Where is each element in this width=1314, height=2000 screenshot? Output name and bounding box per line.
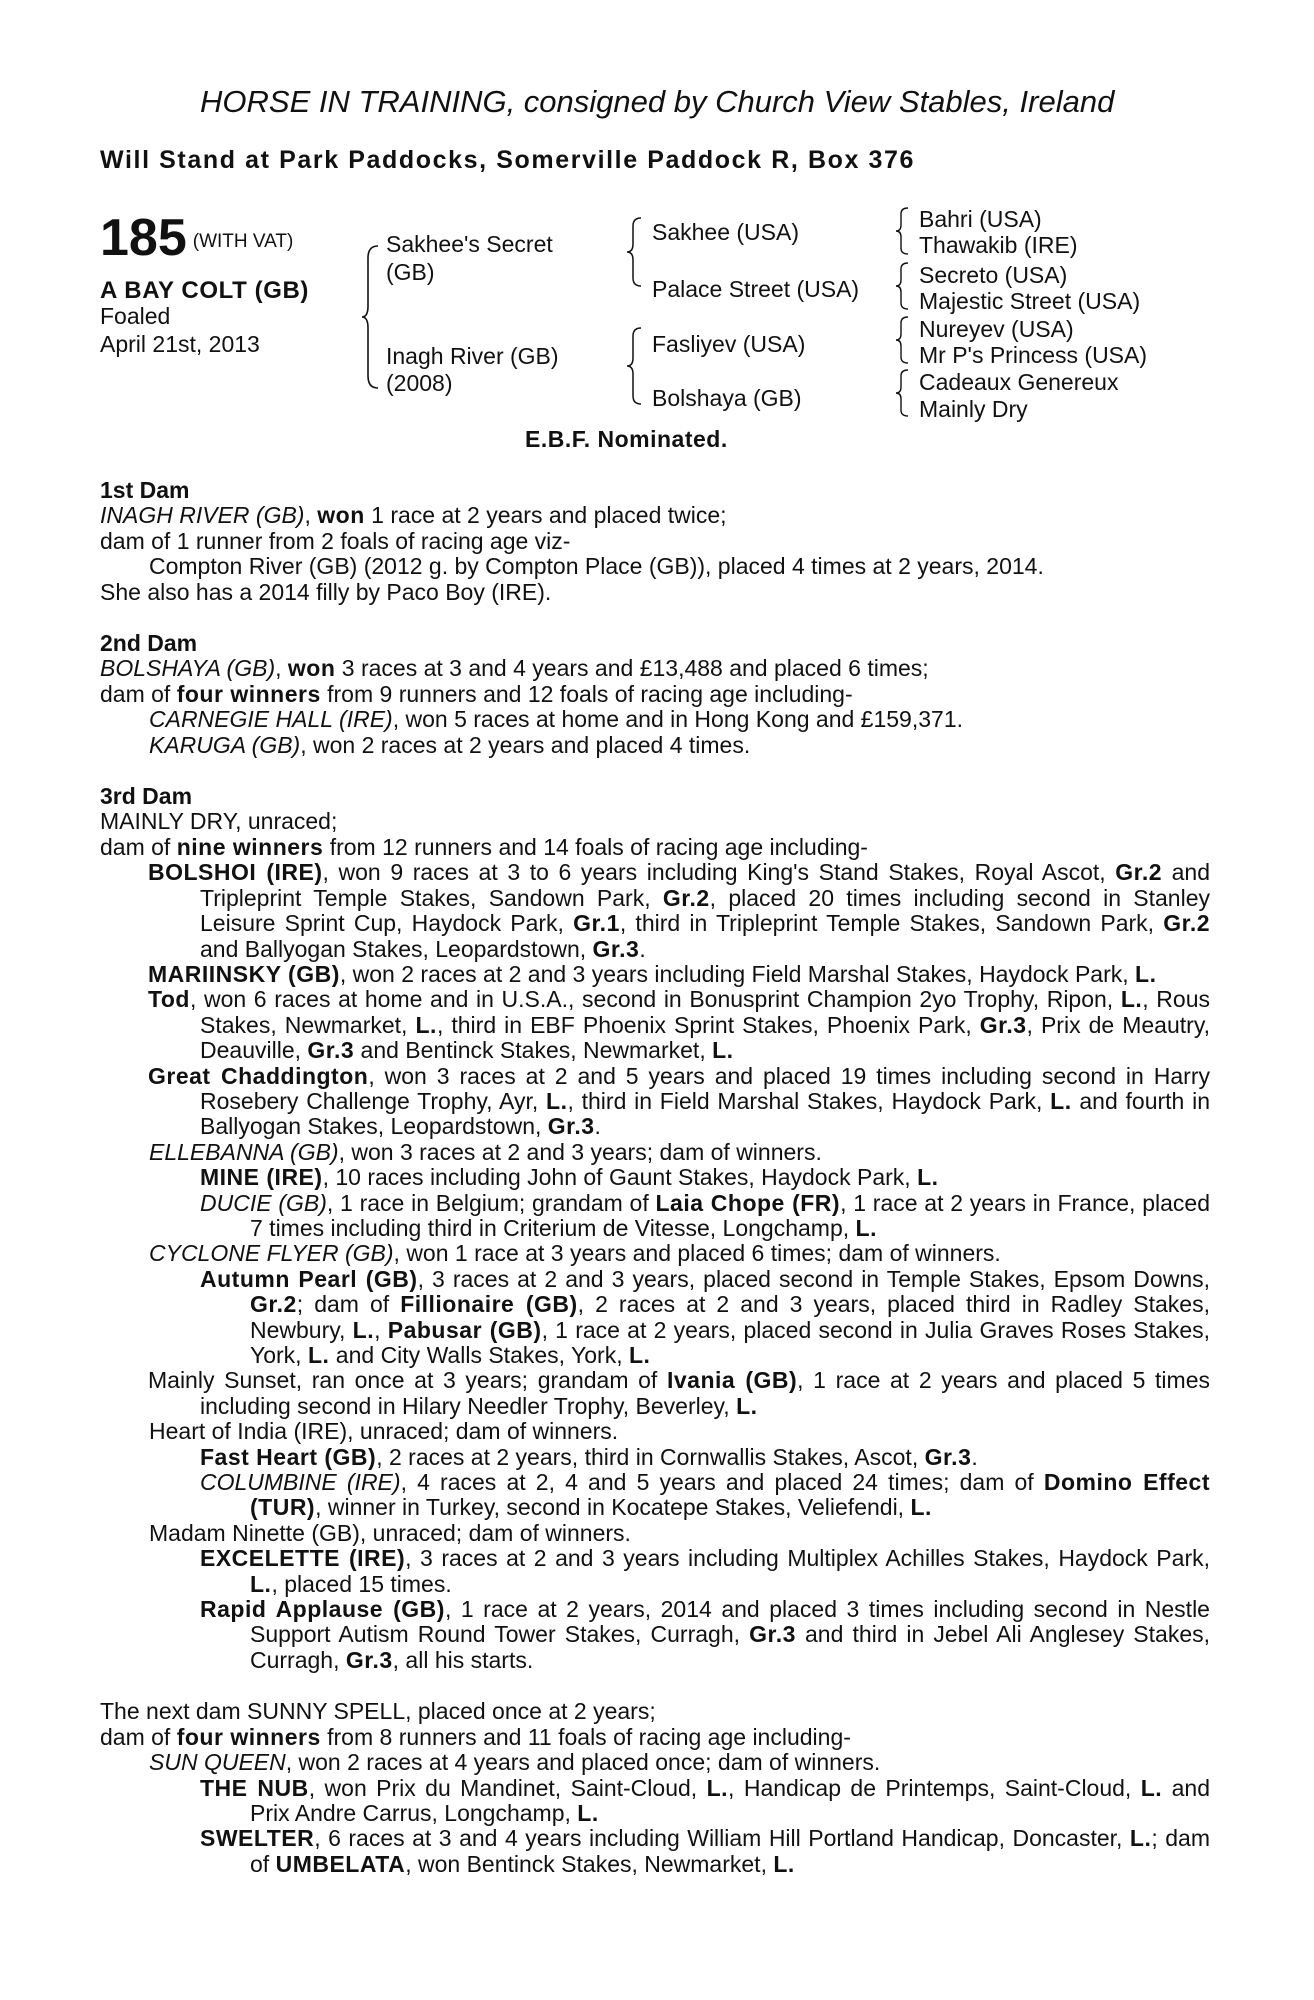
mainly-sunset-entry: Mainly Sunset, ran once at 3 years; grandam of Ivania (GB), 1 race at 2 years and placed 5 times including second in Hilary Needler Trophy, Beverley, L.: [148, 1367, 1210, 1419]
pedigree-brace-5: [894, 261, 914, 311]
sun-queen-entry: SUN QUEEN, won 2 races at 4 years and placed once; dam of winners.: [149, 1749, 881, 1776]
pedigree-g3-6: Mr P's Princess (USA): [919, 342, 1148, 368]
mariinsky-entry: MARIINSKY (GB), won 2 races at 2 and 3 years including Field Marshal Stakes, Haydock Park, L.: [148, 960, 1157, 987]
second-dam-winner-2: KARUGA (GB), won 2 races at 2 years and placed 4 times.: [149, 731, 751, 758]
dam-year: (2008): [386, 370, 453, 396]
ducie-entry: DUCIE (GB), 1 race in Belgium; grandam of Laia Chope (FR), 1 race at 2 years in France, placed 7 times including third in Criterium de Vitesse, Longchamp, L.: [200, 1189, 1210, 1241]
bolshoi-entry: BOLSHOI (IRE), won 9 races at 3 to 6 years including King's Stand Stakes, Royal Ascot, Gr.2 and Tripleprint Temple Stakes, Sandown Park, Gr.2, placed 20 times including second in Stanley Leisure Sprint Cup, Haydock Park, Gr.1, third in Tripleprint Temple Stakes, Sandown Park, Gr.2 and Ballyogan Stakes, Leopardstown, Gr.3.: [148, 859, 1211, 962]
second-dam-produce: dam of four winners from 9 runners and 12 foals of racing age including-: [100, 680, 853, 707]
madam-ninette-entry: Madam Ninette (GB), unraced; dam of winners.: [149, 1519, 631, 1546]
first-dam-produce: dam of 1 runner from 2 foals of racing age viz-: [100, 527, 571, 554]
pedigree-g2-sire-sire: Sakhee (USA): [652, 219, 800, 245]
sire-country: (GB): [386, 259, 435, 285]
pedigree-g3-1: Bahri (USA): [919, 206, 1042, 232]
vat-note: (WITH VAT): [192, 231, 294, 252]
foaled-label: Foaled: [100, 303, 171, 329]
pedigree-g3-2: Thawakib (IRE): [919, 232, 1078, 258]
first-dam-also: She also has a 2014 filly by Paco Boy (IRE).: [100, 578, 552, 605]
stand-location: Will Stand at Park Paddocks, Somerville Paddock R, Box 376: [100, 146, 916, 174]
pedigree-g3-7: Cadeaux Genereux: [919, 369, 1119, 395]
pedigree-g3-8: Mainly Dry: [919, 396, 1028, 422]
pedigree-g2-dam-dam: Bolshaya (GB): [652, 385, 802, 411]
swelter-entry: SWELTER, 6 races at 3 and 4 years including William Hill Portland Handicap, Doncaster, L.; dam of UMBELATA, won Bentinck Stakes, Newmarket, L.: [200, 1825, 1210, 1877]
third-dam-produce: dam of nine winners from 12 runners and 14 foals of racing age including-: [100, 833, 868, 860]
foaled-date: April 21st, 2013: [100, 331, 260, 357]
columbine-entry: COLUMBINE (IRE), 4 races at 2, 4 and 5 years and placed 24 times; dam of Domino Effect (TUR), winner in Turkey, second in Kocatepe Stakes, Veliefendi, L.: [200, 1469, 1210, 1521]
consignor-header: HORSE IN TRAINING, consigned by Church View Stables, Ireland: [200, 84, 1115, 119]
pedigree-g3-4: Majestic Street (USA): [919, 288, 1141, 314]
rapid-applause-entry: Rapid Applause (GB), 1 race at 2 years, 2014 and placed 3 times including second in Nestle Support Autism Round Tower Stakes, Curragh, Gr.3 and third in Jebel Ali Anglesey Stakes, Curragh, Gr.3, all his starts.: [200, 1596, 1211, 1673]
first-dam-foal: Compton River (GB) (2012 g. by Compton Place (GB)), placed 4 times at 2 years, 2014.: [149, 553, 1044, 580]
sire-name: Sakhee's Secret: [386, 231, 553, 257]
pedigree-g3-3: Secreto (USA): [919, 262, 1068, 288]
pedigree-g2-dam-sire: Fasliyev (USA): [652, 331, 806, 357]
lot-number-value: 185: [100, 209, 187, 267]
fast-heart-entry: Fast Heart (GB), 2 races at 2 years, third in Cornwallis Stakes, Ascot, Gr.3.: [200, 1443, 978, 1470]
pedigree-brace-4: [894, 206, 914, 256]
lot-number: [100, 208, 293, 268]
pedigree-brace-2: [625, 216, 649, 288]
third-dam-record: MAINLY DRY, unraced;: [100, 808, 338, 835]
heart-of-india-entry: Heart of India (IRE), unraced; dam of winners.: [149, 1418, 619, 1445]
next-dam-produce: dam of four winners from 8 runners and 11 foals of racing age including-: [100, 1723, 851, 1750]
second-dam-record: BOLSHAYA (GB), won 3 races at 3 and 4 years and £13,488 and placed 6 times;: [100, 655, 929, 682]
pedigree-g2-sire-dam: Palace Street (USA): [652, 276, 860, 302]
horse-description: A BAY COLT (GB): [100, 277, 310, 304]
pedigree-brace-7: [894, 368, 914, 418]
ebf-nomination: E.B.F. Nominated.: [525, 426, 728, 452]
autumn-pearl-entry: Autumn Pearl (GB), 3 races at 2 and 3 years, placed second in Temple Stakes, Epsom Downs, Gr.2; dam of Fillionaire (GB), 2 races at 2 and 3 years, placed third in Radley Stakes, Newbury, L., Pabusar (GB), 1 race at 2 years, placed second in Julia Graves Roses Stakes, York, L. and City Walls Stakes, York, L.: [200, 1265, 1210, 1368]
tod-entry: Tod, won 6 races at home and in U.S.A., second in Bonusprint Champion 2yo Trophy, Ripon, L., Rous Stakes, Newmarket, L., third in EBF Phoenix Sprint Stakes, Phoenix Park, Gr.3, Prix de Meautry, Deauville, Gr.3 and Bentinck Stakes, Newmarket, L.: [148, 986, 1210, 1064]
pedigree-brace-3: [625, 326, 649, 406]
great-chaddington-entry: Great Chaddington, won 3 races at 2 and 5 years and placed 19 times including second in Harry Rosebery Challenge Trophy, Ayr, L., third in Field Marshal Stakes, Haydock Park, L. and fourth in Ballyogan Stakes, Leopardstown, Gr.3.: [148, 1062, 1210, 1140]
second-dam-heading: 2nd Dam: [100, 630, 198, 657]
the-nub-entry: THE NUB, won Prix du Mandinet, Saint-Cloud, L., Handicap de Printemps, Saint-Cloud, L. and Prix Andre Carrus, Longchamp, L.: [200, 1774, 1210, 1826]
first-dam-record: INAGH RIVER (GB), won 1 race at 2 years and placed twice;: [100, 502, 727, 529]
next-dam-record: The next dam SUNNY SPELL, placed once at 2 years;: [100, 1698, 656, 1725]
dam-name: Inagh River (GB): [386, 343, 559, 369]
produce-record: [100, 478, 1210, 1877]
excelette-entry: EXCELETTE (IRE), 3 races at 2 and 3 years including Multiplex Achilles Stakes, Haydock Park, L., placed 15 times.: [200, 1545, 1210, 1597]
mine-entry: MINE (IRE), 10 races including John of Gaunt Stakes, Haydock Park, L.: [200, 1164, 939, 1191]
third-dam-heading: 3rd Dam: [100, 783, 193, 810]
pedigree-g3-5: Nureyev (USA): [919, 316, 1074, 342]
cyclone-flyer-entry: CYCLONE FLYER (GB), won 1 race at 3 years and placed 6 times; dam of winners.: [149, 1240, 1001, 1267]
first-dam-heading: 1st Dam: [100, 477, 190, 503]
ellebanna-entry: ELLEBANNA (GB), won 3 races at 2 and 3 years; dam of winners.: [149, 1138, 822, 1165]
pedigree-brace-6: [894, 315, 914, 365]
second-dam-winner-1: CARNEGIE HALL (IRE), won 5 races at home and in Hong Kong and £159,371.: [149, 706, 963, 733]
